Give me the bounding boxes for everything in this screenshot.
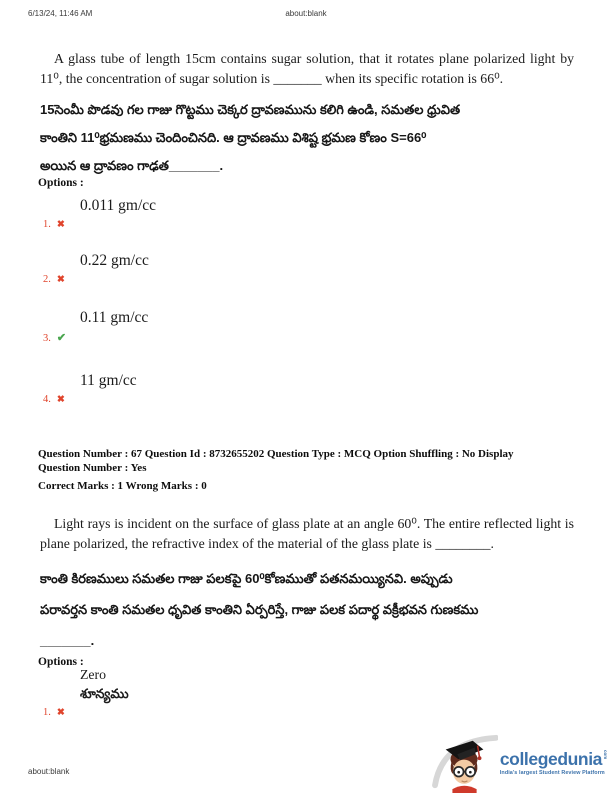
question2-options-label: Options : <box>38 656 84 668</box>
question2-telugu-line3: _______. <box>40 633 95 648</box>
question2-text-english: Light rays is incident on the surface of glass plate at an angle 60⁰. The entire reflected light is plane polarized, the refractive index of the material of the glass plate is ________. <box>40 515 574 551</box>
question1-telugu-line2: కాంతిని 11⁰భ్రమణము చెందించినది. ఆ ద్రావణము విశిష్ట భ్రమణ కోణం S=66⁰ <box>40 130 427 145</box>
question-metadata-line1: Question Number : 67 Question Id : 8732655202 Question Type : MCQ Option Shuffling : No Display <box>38 448 514 460</box>
collegedunia-mascot-icon <box>432 733 498 793</box>
option-marker <box>43 394 137 405</box>
question1-text-telugu <box>40 96 580 180</box>
question1-option-3 <box>43 309 148 344</box>
print-header-page-title: about:blank <box>285 9 327 18</box>
collegedunia-tagline: India's largest Student Review Platform <box>499 770 605 776</box>
question1-option-2 <box>43 252 149 285</box>
collegedunia-logo-text <box>500 750 607 776</box>
option-value: 0.011 gm/cc <box>80 197 157 214</box>
option-value-telugu: శూన్యము <box>80 686 129 701</box>
option-value-english: Zero <box>80 667 107 682</box>
question-metadata <box>38 447 583 493</box>
option-value: 11 gm/cc <box>80 372 137 389</box>
option-value: 0.22 gm/cc <box>80 252 149 269</box>
option-marker <box>43 331 148 344</box>
option-number: 3. <box>43 333 51 344</box>
question1-option-4 <box>43 372 137 405</box>
option-number: 1. <box>43 707 51 718</box>
correct-answer-icon: ✔ <box>56 332 67 344</box>
option-marker <box>43 274 149 285</box>
collegedunia-brand-name: collegedunia <box>499 749 602 769</box>
option-number: 1. <box>43 219 51 230</box>
question-metadata-line2: Question Number : Yes <box>38 462 147 474</box>
collegedunia-brand-suffix: com <box>603 750 608 760</box>
question2-telugu-line2: పరావర్తన కాంతి సమతల ధృవిత కాంతిని ఏర్పరిస్తే, గాజు పలక పదార్థ వక్రీభవన గుణకము <box>40 602 479 617</box>
collegedunia-logo <box>432 733 607 793</box>
option-marker <box>43 219 156 230</box>
option-number: 4. <box>43 394 51 405</box>
wrong-answer-icon: ✖ <box>56 275 65 285</box>
question2-text-telugu <box>40 563 580 656</box>
question2-option-1 <box>43 667 129 718</box>
question1-option-1 <box>43 197 156 230</box>
question-metadata-marks: Correct Marks : 1 Wrong Marks : 0 <box>38 480 207 492</box>
wrong-answer-icon: ✖ <box>56 395 65 405</box>
wrong-answer-icon: ✖ <box>56 708 65 718</box>
question1-telugu-line1: 15సెంమీ పొడవు గల గాజు గొట్టము చెక్కర ద్రావణమును కలిగి ఉండి, సమతల ధ్రువిత <box>40 102 461 117</box>
print-footer-url: about:blank <box>28 767 70 776</box>
option-number: 2. <box>43 274 51 285</box>
question1-text-english: A glass tube of length 15cm contains sugar solution, that it rotates plane polarized light by 11⁰, the concentration of sugar solution is _______ when its specific rotation is 66⁰. <box>40 50 574 86</box>
question1-telugu-line3: అయిన ఆ ద్రావణం గాఢత_______. <box>40 158 224 173</box>
question2-telugu-line1: కాంతి కిరణములు సమతల గాజు పలకపై 60⁰కోణముతో పతనమయ్యినవి. అప్పుడు <box>40 571 453 586</box>
print-header-datetime: 6/13/24, 11:46 AM <box>28 9 93 18</box>
wrong-answer-icon: ✖ <box>56 220 65 230</box>
question1-options-label: Options : <box>38 177 84 189</box>
option-marker <box>43 707 129 718</box>
option-value: 0.11 gm/cc <box>80 309 149 326</box>
